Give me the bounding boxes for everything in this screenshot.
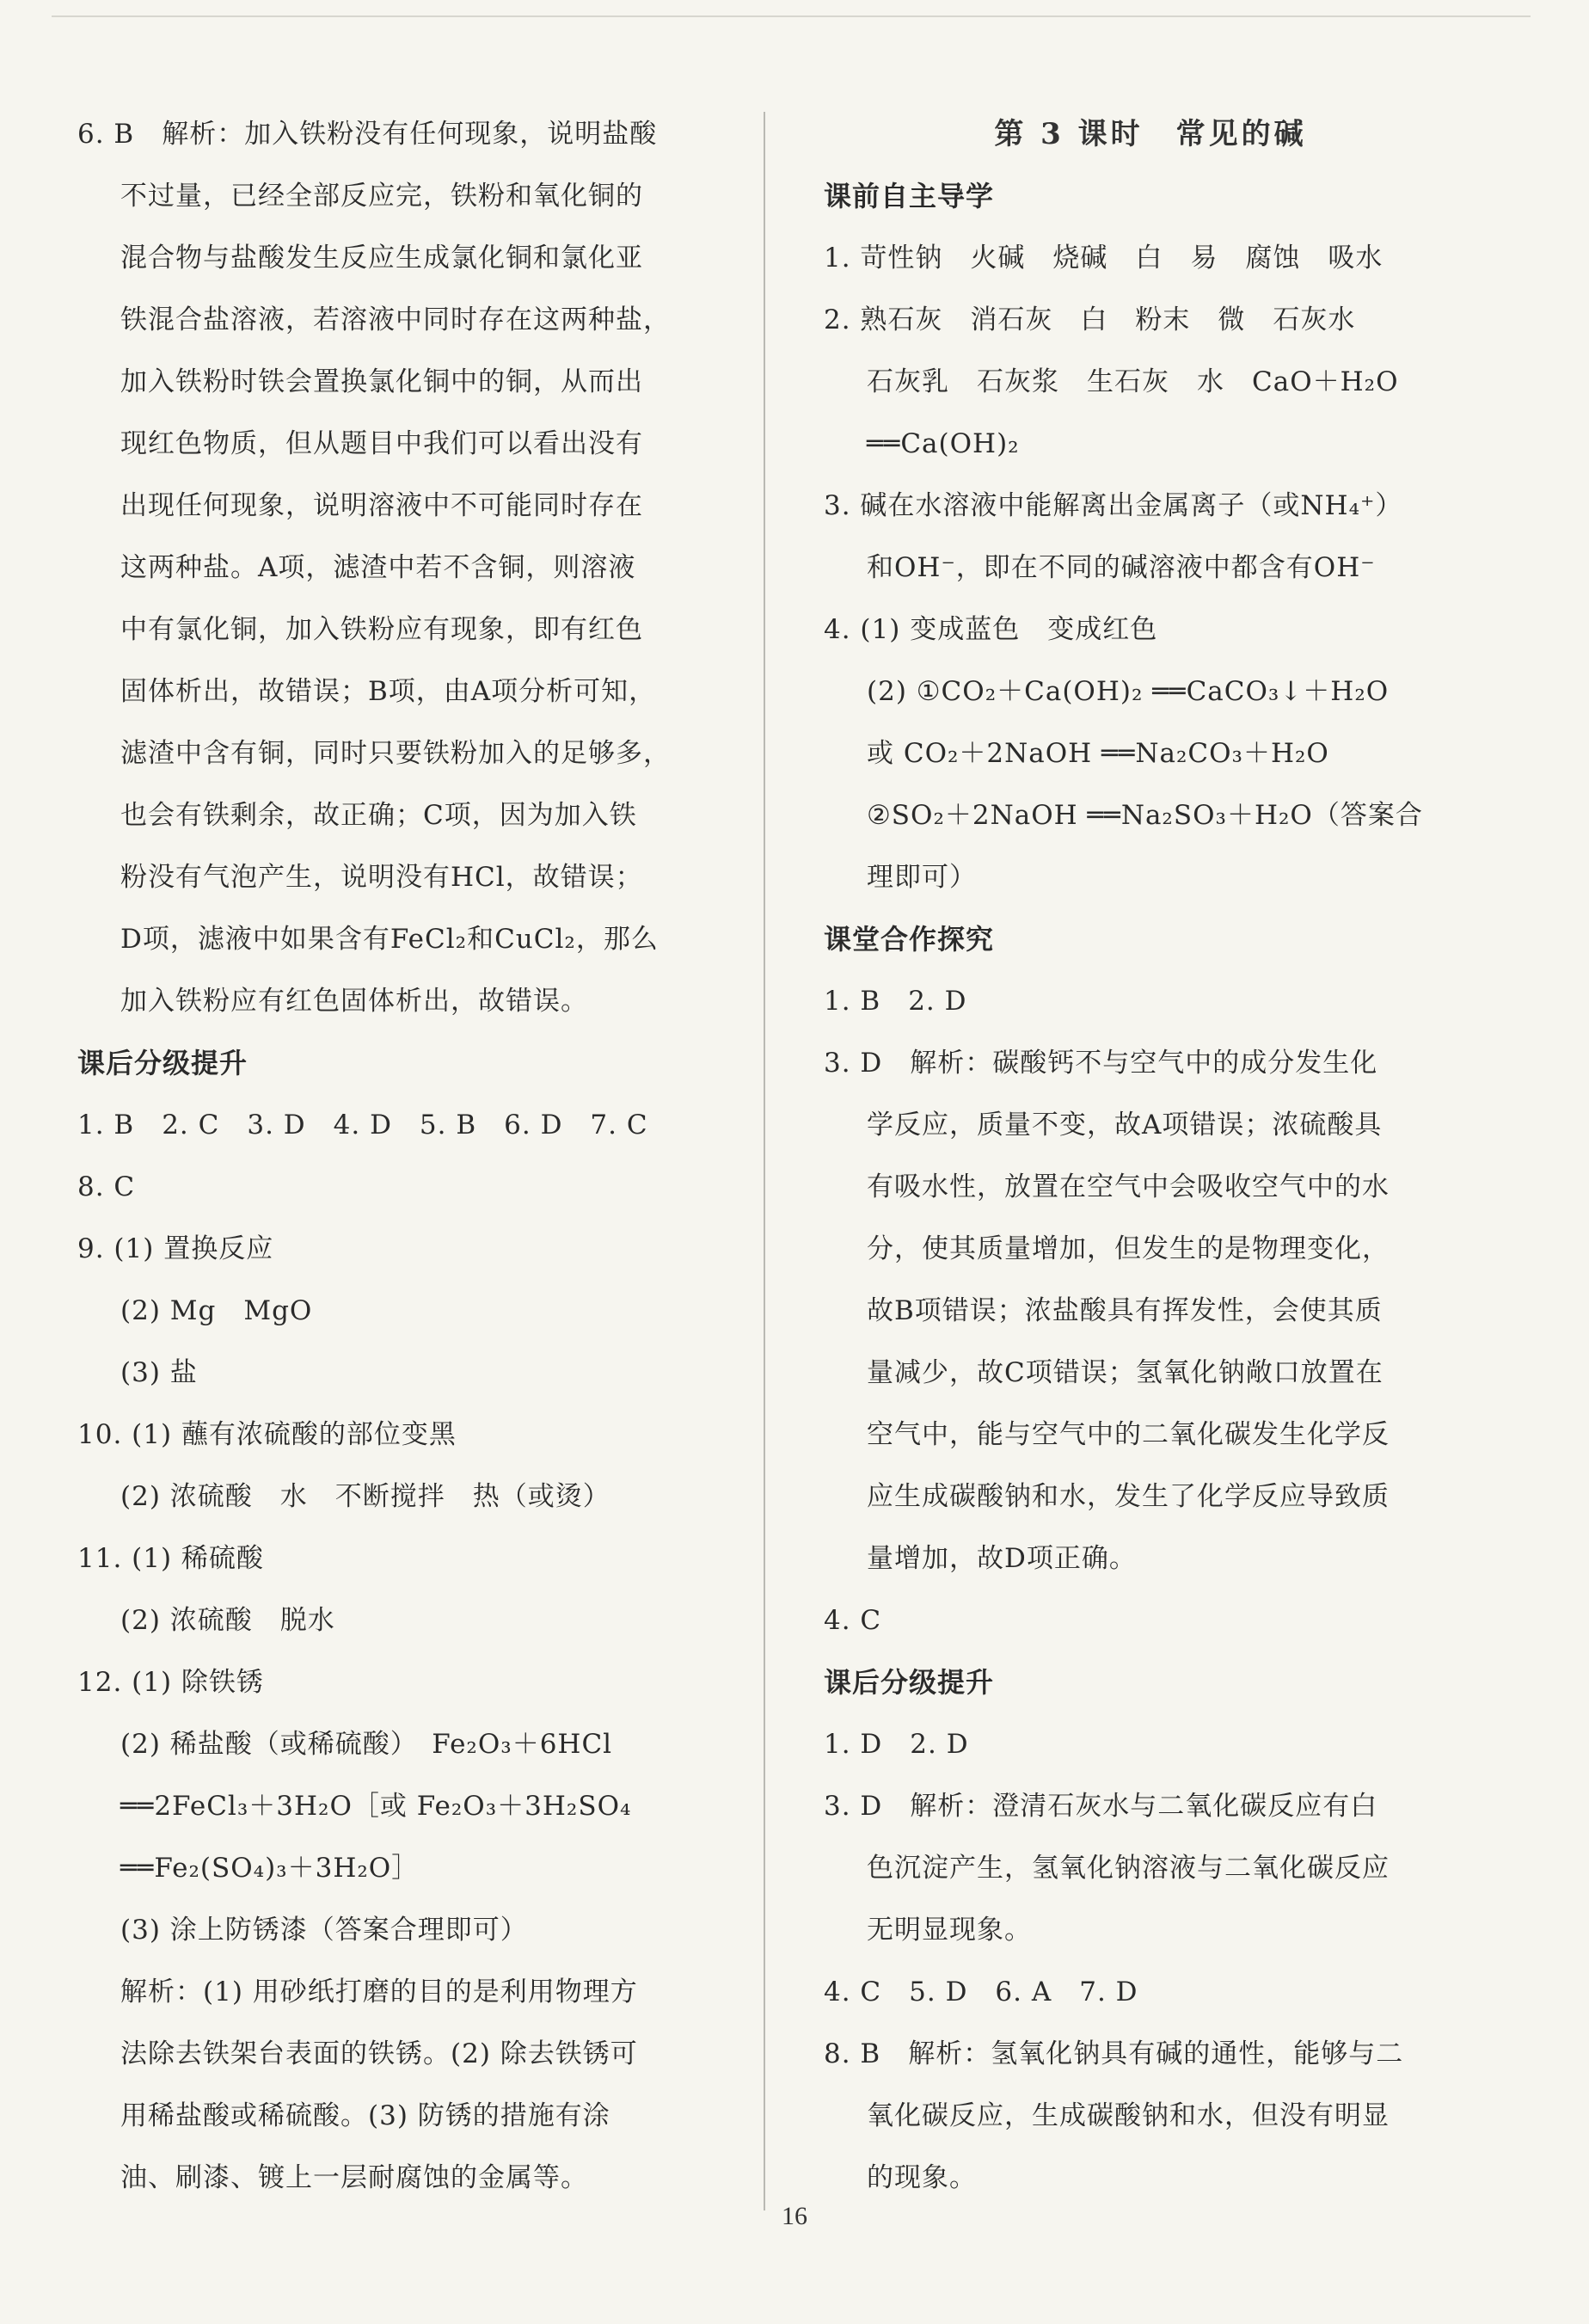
r-class-q3-line-4: 分，使其质量增加，但发生的是物理变化， <box>867 1233 1390 1264</box>
r-class-q3-line-3: 有吸水性，放置在空气中会吸收空气中的水 <box>867 1171 1390 1202</box>
r-after-q8-line-1: 8. B 解析：氢氧化钠具有碱的通性，能够与二 <box>824 2038 1404 2069</box>
q6-line-8: 这两种盐。A项，滤渣中若不含铜，则溶液 <box>120 552 636 583</box>
q6-line-7: 出现任何现象，说明溶液中不可能同时存在 <box>120 490 643 521</box>
section-heading-after-class-right: 课后分级提升 <box>824 1666 995 1699</box>
q12-analysis-4: 油、刷漆、镀上一层耐腐蚀的金属等。 <box>120 2162 588 2193</box>
q6-line-4: 铁混合盐溶液，若溶液中同时存在这两种盐， <box>120 304 671 335</box>
r-after-q3-line-2: 色沉淀产生，氢氧化钠溶液与二氧化碳反应 <box>867 1853 1390 1884</box>
r-q1: 1. 苛性钠 火碱 烧碱 白 易 腐蚀 吸水 <box>824 243 1383 274</box>
q9-part-1: 9. (1) 置换反应 <box>77 1233 274 1264</box>
r-class-q3-line-2: 学反应，质量不变，故A项错误；浓硫酸具 <box>867 1110 1383 1140</box>
q12-equation-1: ══2FeCl₃＋3H₂O［或 Fe₂O₃＋3H₂SO₄ <box>120 1791 632 1822</box>
section-heading-preview: 课前自主导学 <box>824 180 995 212</box>
r-class-q3-line-8: 应生成碳酸钠和水，发生了化学反应导致质 <box>867 1481 1390 1512</box>
r-class-q3-line-9: 量增加，故D项正确。 <box>867 1543 1137 1574</box>
r-after-q8-line-2: 氧化碳反应，生成碳酸钠和水，但没有明显 <box>867 2100 1390 2131</box>
q6-line-12: 也会有铁剩余，故正确；C项，因为加入铁 <box>120 800 637 831</box>
answers-1-7: 1. B 2. C 3. D 4. D 5. B 6. D 7. C <box>77 1110 648 1140</box>
r-q4-part-2-alt: 或 CO₂＋2NaOH ══Na₂CO₃＋H₂O <box>867 738 1329 769</box>
q11-part-2: (2) 浓硫酸 脱水 <box>120 1605 335 1636</box>
q10-part-1: 10. (1) 蘸有浓硫酸的部位变黑 <box>77 1419 457 1450</box>
r-q2-line-3: ══Ca(OH)₂ <box>867 428 1020 459</box>
r-q2-line-2: 石灰乳 石灰浆 生石灰 水 CaO＋H₂O <box>867 366 1399 397</box>
q10-part-2: (2) 浓硫酸 水 不断搅拌 热（或烫） <box>120 1481 610 1512</box>
right-column <box>824 103 1477 2209</box>
q6-line-3: 混合物与盐酸发生反应生成氯化铜和氯化亚 <box>120 243 643 274</box>
q12-equation-2: ══Fe₂(SO₄)₃＋3H₂O］ <box>120 1853 420 1884</box>
r-after-q3-line-1: 3. D 解析：澄清石灰水与二氧化碳反应有白 <box>824 1791 1378 1822</box>
q12-part-2: (2) 稀盐酸（或稀硫酸） Fe₂O₃＋6HCl <box>120 1729 613 1760</box>
q6-line-10: 固体析出，故错误；B项，由A项分析可知， <box>120 676 657 707</box>
section-heading-after-class: 课后分级提升 <box>77 1047 248 1079</box>
r-q3-line-1: 3. 碱在水溶液中能解离出金属离子（或NH₄⁺） <box>824 490 1403 521</box>
r-q3-line-2: 和OH⁻，即在不同的碱溶液中都含有OH⁻ <box>867 552 1376 583</box>
q6-line-1: 6. B 解析：加入铁粉没有任何现象，说明盐酸 <box>77 119 658 150</box>
page-number: 16 <box>782 2202 807 2230</box>
q12-analysis-3: 用稀盐酸或稀硫酸。(3) 防锈的措施有涂 <box>120 2100 610 2131</box>
r-after-answers-4-7: 4. C 5. D 6. A 7. D <box>824 1977 1138 2007</box>
column-divider <box>764 112 765 2210</box>
left-column <box>77 103 714 2209</box>
q6-line-9: 中有氯化铜，加入铁粉应有现象，即有红色 <box>120 614 643 645</box>
r-q4-part-2-b-cont: 理即可） <box>867 862 977 893</box>
r-class-q3-line-5: 故B项错误；浓盐酸具有挥发性，会使其质 <box>867 1295 1383 1326</box>
q6-line-2: 不过量，已经全部反应完，铁粉和氧化铜的 <box>120 181 643 212</box>
r-class-q3-line-7: 空气中，能与空气中的二氧化碳发生化学反 <box>867 1419 1390 1450</box>
q12-analysis-2: 法除去铁架台表面的铁锈。(2) 除去铁锈可 <box>120 2038 638 2069</box>
r-q4-part-1: 4. (1) 变成蓝色 变成红色 <box>824 614 1158 645</box>
r-class-answers-1-2: 1. B 2. D <box>824 986 967 1017</box>
r-after-q8-line-3: 的现象。 <box>867 2162 977 2193</box>
r-q2-line-1: 2. 熟石灰 消石灰 白 粉末 微 石灰水 <box>824 304 1356 335</box>
q6-line-11: 滤渣中含有铜，同时只要铁粉加入的足够多， <box>120 738 671 769</box>
q9-part-2: (2) Mg MgO <box>120 1295 313 1326</box>
section-heading-classroom: 课堂合作探究 <box>824 923 995 956</box>
r-class-q3-line-1: 3. D 解析：碳酸钙不与空气中的成分发生化 <box>824 1048 1378 1079</box>
r-q4-part-2-b: ②SO₂＋2NaOH ══Na₂SO₃＋H₂O（答案合 <box>867 800 1423 831</box>
q6-line-6: 现红色物质，但从题目中我们可以看出没有 <box>120 428 643 459</box>
r-after-answers-1-2: 1. D 2. D <box>824 1729 969 1760</box>
r-class-q3-line-6: 量减少，故C项错误；氢氧化钠敞口放置在 <box>867 1357 1383 1388</box>
q9-part-3: (3) 盐 <box>120 1357 198 1388</box>
q6-line-14: D项，滤液中如果含有FeCl₂和CuCl₂，那么 <box>120 924 659 955</box>
q12-part-1: 12. (1) 除铁锈 <box>77 1667 264 1698</box>
q12-analysis-1: 解析：(1) 用砂纸打磨的目的是利用物理方 <box>120 1977 638 2007</box>
top-rule <box>52 15 1531 17</box>
q12-part-3: (3) 涂上防锈漆（答案合理即可） <box>120 1915 528 1946</box>
r-class-q4: 4. C <box>824 1605 882 1636</box>
answer-8: 8. C <box>77 1171 136 1202</box>
q11-part-1: 11. (1) 稀硫酸 <box>77 1543 264 1574</box>
q6-line-15: 加入铁粉应有红色固体析出，故错误。 <box>120 986 588 1017</box>
r-q4-part-2: (2) ①CO₂＋Ca(OH)₂ ══CaCO₃↓＋H₂O <box>867 676 1390 707</box>
r-after-q3-line-3: 无明显现象。 <box>867 1915 1032 1946</box>
q6-line-13: 粉没有气泡产生，说明没有HCl，故错误； <box>120 862 643 893</box>
q6-line-5: 加入铁粉时铁会置换氯化铜中的铜，从而出 <box>120 366 643 397</box>
lesson-title: 第 3 课时 常见的碱 <box>994 117 1307 151</box>
